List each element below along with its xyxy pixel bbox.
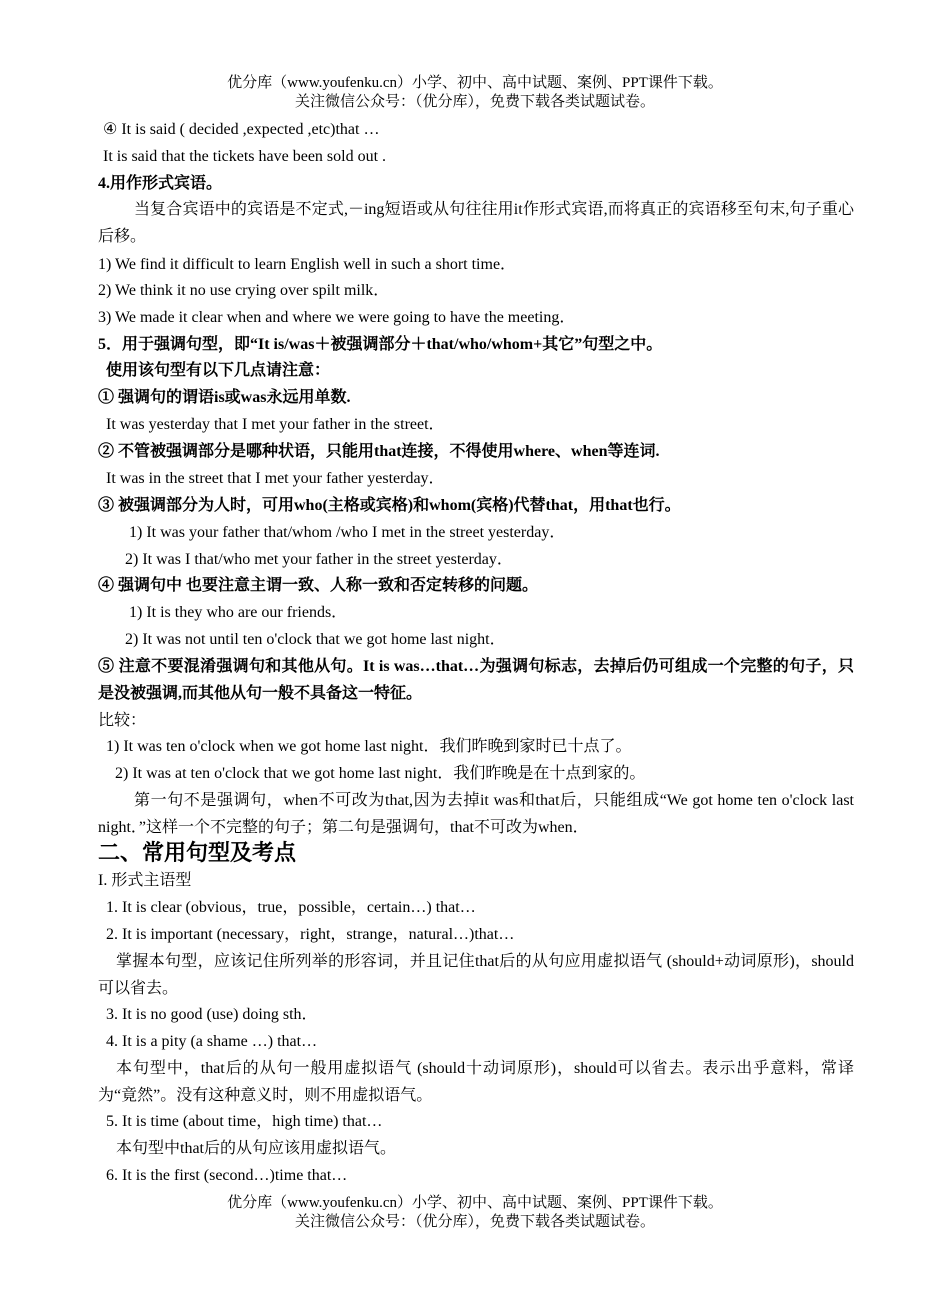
note-1: ① 强调句的谓语is或was永远用单数. — [98, 389, 351, 406]
pattern-1: 1. It is clear (obvious，true，possible，certain…) that… — [106, 899, 476, 916]
note-5: ⑤ 注意不要混淆强调句和其他从句。It is was…that…为强调句标志，去掉后仍可组成一个完整的句子，只是没被强调,而其他从句一般不具备这一特征。 — [98, 658, 854, 702]
compare-example-1: 1) It was ten o'clock when we got home last night．我们昨晚到家时已十点了。 — [106, 738, 632, 755]
header-line-2: 关注微信公众号：（优分库），免费下载各类试题试卷。 — [294, 94, 655, 110]
page-header — [0, 74, 950, 112]
section-4-title: 4.用作形式宾语。 — [98, 175, 223, 192]
page-footer — [0, 1194, 950, 1232]
footer-line-2: 关注微信公众号：（优分库），免费下载各类试题试卷。 — [294, 1214, 655, 1230]
said-pattern-line: ④ It is said ( decided ,expected ,etc)that … — [103, 121, 380, 138]
section-2-heading: 二、常用句型及考点 — [98, 841, 297, 866]
note-2: ② 不管被强调部分是哪种状语，只能用that连接，不得使用where、when等连词. — [98, 443, 660, 460]
pattern-2: 2. It is important (necessary，right，strange，natural…)that… — [106, 926, 515, 943]
note-2-example: It was in the street that I met your father yesterday． — [106, 470, 445, 487]
part-i-title: I. 形式主语型 — [98, 872, 192, 889]
note-4-example-1: 1) It is they who are our friends． — [129, 604, 348, 621]
section-5-title: 5．用于强调句型，即“It is/was＋被强调部分＋that/who/whom+其它”句型之中。 — [98, 336, 663, 353]
section-5-subtitle: 使用该句型有以下几点请注意： — [106, 362, 331, 379]
section-4-paragraph: 当复合宾语中的宾语是不定式,－ing短语或从句往往用it作形式宾语,而将真正的宾语移至句末,句子重心后移。 — [98, 201, 854, 245]
note-4-example-2: 2) It was not until ten o'clock that we got home last night． — [125, 631, 506, 648]
header-line-1: 优分库（www.youfenku.cn）小学、初中、高中试题、案例、PPT课件下载。 — [227, 75, 723, 91]
pattern-5: 5. It is time (about time，high time) that… — [106, 1113, 383, 1130]
footer-line-1: 优分库（www.youfenku.cn）小学、初中、高中试题、案例、PPT课件下载。 — [227, 1195, 723, 1211]
pattern-5-explanation: 本句型中that后的从句应该用虚拟语气。 — [116, 1140, 396, 1157]
pattern-3: 3. It is no good (use) doing sth． — [106, 1006, 318, 1023]
pattern-2-explanation: 掌握本句型，应该记住所列举的形容词，并且记住that后的从句应用虚拟语气 (should+动词原形)，should可以省去。 — [98, 953, 854, 997]
pattern-4: 4. It is a pity (a shame …) that… — [106, 1033, 318, 1050]
compare-paragraph: 第一句不是强调句，when不可改为that,因为去掉it was和that后，只能组成“We got home ten o'clock last night．”这样一个不完整的句子；第二句是强调句，that不可改为when． — [98, 792, 854, 836]
note-1-example: It was yesterday that I met your father in the street． — [106, 416, 445, 433]
pattern-4-explanation: 本句型中，that后的从句一般用虚拟语气 (should十动词原形)，should可以省去。表示出乎意料，常译为“竟然”。没有这种意义时，则不用虚拟语气。 — [98, 1060, 854, 1104]
note-3-example-2: 2) It was I that/who met your father in the street yesterday． — [125, 551, 513, 568]
note-4: ④ 强调句中 也要注意主谓一致、人称一致和否定转移的问题。 — [98, 577, 539, 594]
section-4-example-1: 1) We find it difficult to learn English well in such a short time． — [98, 256, 517, 273]
compare-label: 比较： — [98, 712, 147, 729]
pattern-6: 6. It is the first (second…)time that… — [106, 1167, 348, 1184]
note-3: ③ 被强调部分为人时，可用who(主格或宾格)和whom(宾格)代替that，用that也行。 — [98, 497, 681, 514]
note-3-example-1: 1) It was your father that/whom /who I met in the street yesterday． — [129, 524, 566, 541]
said-example: It is said that the tickets have been sold out . — [103, 148, 387, 165]
section-4-example-2: 2) We think it no use crying over spilt milk． — [98, 282, 390, 299]
section-4-example-3: 3) We made it clear when and where we were going to have the meeting． — [98, 309, 576, 326]
compare-example-2: 2) It was at ten o'clock that we got home last night．我们昨晚是在十点到家的。 — [115, 765, 646, 782]
